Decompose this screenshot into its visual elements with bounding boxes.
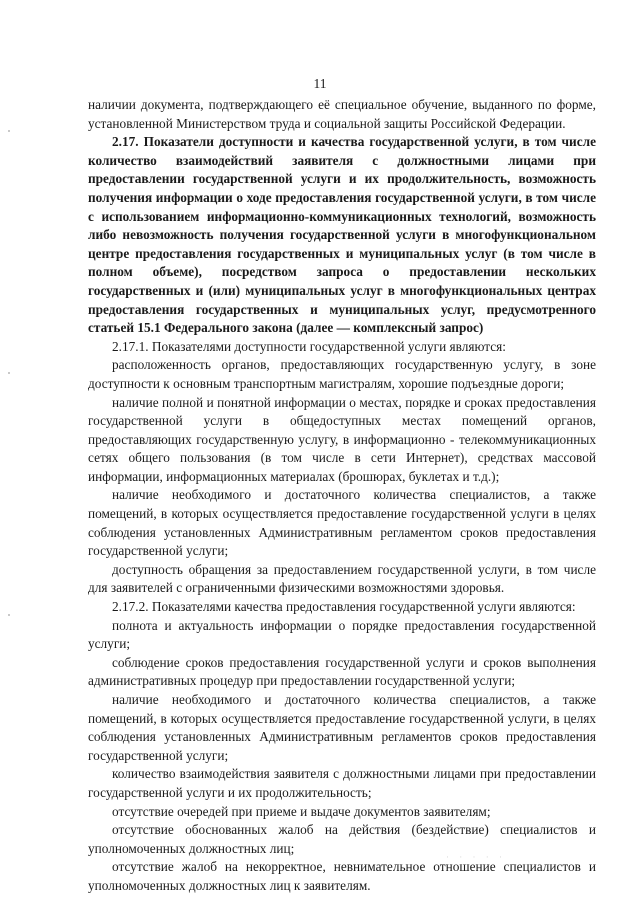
paragraph: доступность обращения за предоставлением государственной услуги, в том числе для заявителей с ограниченными физическими возможностями здоровья. [88,561,596,596]
scan-artifact [8,130,10,132]
paragraph: соблюдение сроков предоставления государственной услуги и сроков выполнения административных процедур при предоставлении государственной услуги; [88,654,596,689]
paragraph: отсутствие жалоб на некорректное, невнимательное отношение специалистов и уполномоченных должностных лиц к заявителям. [88,859,596,893]
paragraph: наличие необходимого и достаточного количества специалистов, а также помещений, в которых осуществляется предоставление государственной услуги в целях соблюдения установленных Административным регламентом сроков предоставления государственной услуги; [88,487,596,559]
section-heading-2-17: 2.17. Показатели доступности и качества государственной услуги, в том числе количество взаимодействий заявителя с должностными лицами при предоставлении государственной услуги и их продолжительность, возможность получения информации о ходе предоставления государственной услуги, в том числе с использованием информационно-коммуникационных технологий, возможность либо невозможность получения государственной услуги в многофункциональном центре предоставления государственных и муниципальных услуг (в том числе в полном объеме), посредством запроса о предоставлении нескольких государственных и (или) муниципальных услуг в многофункциональных центрах предоставления государственных и муниципальных услуг, предусмотренного статьей 15.1 Федерального закона (далее — комплексный запрос) [88,134,596,336]
paragraph: наличие необходимого и достаточного количества специалистов, а также помещений, в которых осуществляется предоставление государственной услуги, в целях соблюдения установленных Административным регламентов сроков предоставления государственной услуги; [88,692,596,763]
paragraph: наличие полной и понятной информации о местах, порядке и сроках предоставления государственной услуги в общедоступных местах помещений органов, предоставляющих государственную услугу, в информационно - телекоммуникационных сетях общего пользования (в том числе в сети Интернет), средствах массовой информации, информационных материалах (брошюрах, буклетах и т.д.); [88,394,596,484]
paragraph: полнота и актуальность информации о порядке предоставления государственной услуги; [88,617,596,652]
scan-noise: · · · · · [446,852,506,862]
paragraph: количество взаимодействия заявителя с должностными лицами при предоставлении государственной услуги и их продолжительность; [88,766,596,800]
paragraph: расположенность органов, предоставляющих государственную услугу, в зоне доступности к основным транспортным магистралям, хорошие подъездные дороги; [88,357,596,391]
paragraph-continued: наличии документа, подтверждающего её специальное обучение, выданного по форме, установленной Министерством труда и социальной защиты Российской Федерации. [88,97,596,131]
paragraph-2-17-2: 2.17.2. Показателями качества предоставления государственной услуги являются: [112,599,576,615]
document-body [88,96,596,896]
scan-artifact [8,614,10,616]
page-number: 11 [313,76,327,91]
paragraph: отсутствие очередей при приеме и выдаче документов заявителям; [112,803,491,819]
paragraph: отсутствие обоснованных жалоб на действия (бездействие) специалистов и уполномоченных должностных лиц; [88,822,596,856]
scan-artifact [8,372,10,374]
paragraph-2-17-1: 2.17.1. Показателями доступности государственной услуги являются: [112,338,506,354]
